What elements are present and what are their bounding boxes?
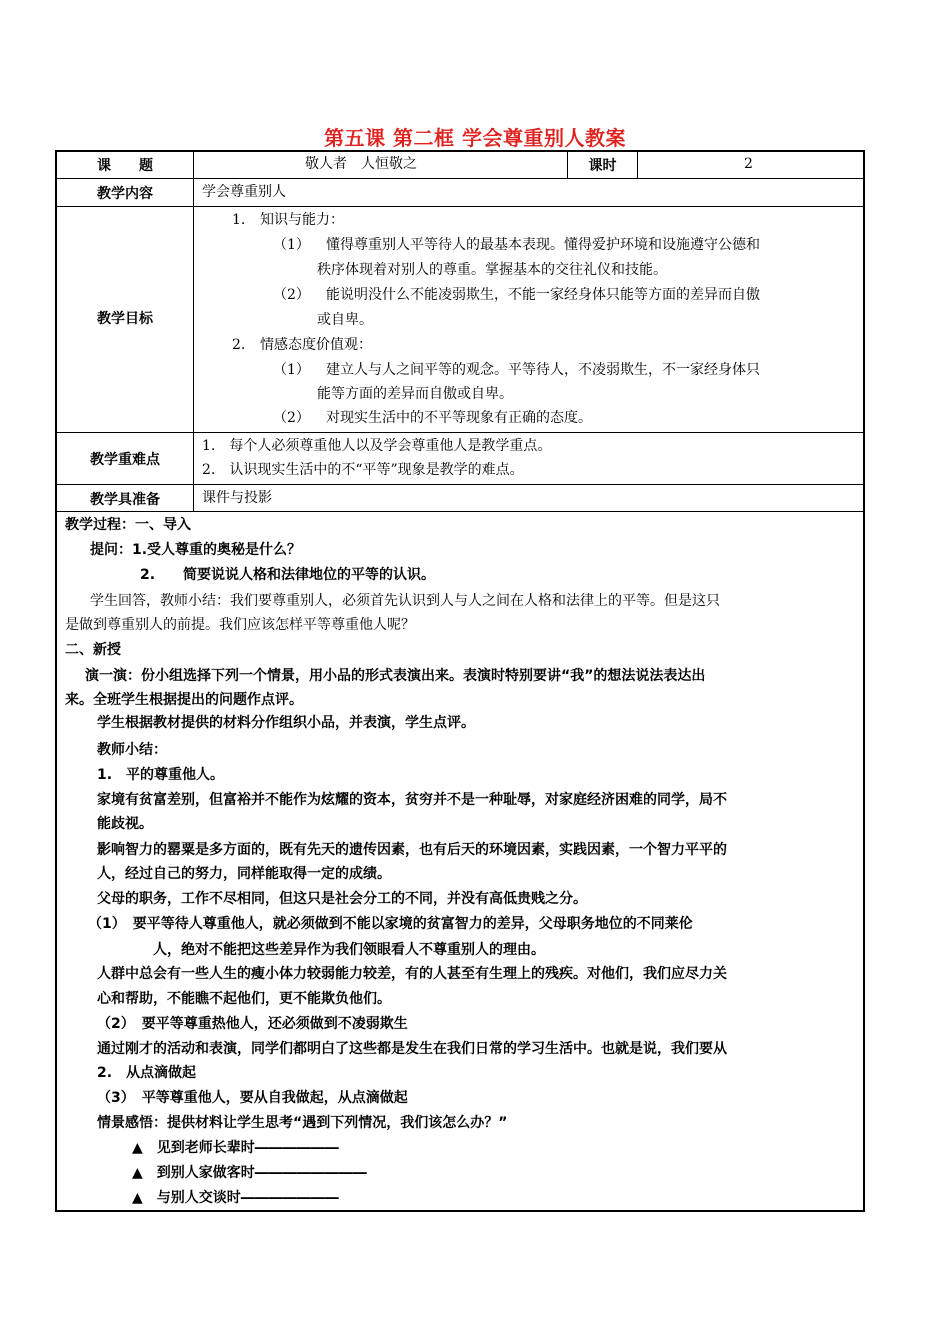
process-line: 学生回答，教师小结：我们要尊重别人，必须首先认识到人与人之间在人格和法律上的平等。但是这只	[90, 593, 720, 609]
goal-num: 2.	[232, 337, 246, 353]
process-line: 人群中总会有一些人生的瘦小体力较弱能力较差，有的人甚至有生理上的残疾。对他们，我们应尽力关	[97, 966, 727, 982]
prep-value: 课件与投影	[202, 490, 272, 506]
document-title: 第五课 第二框 学会尊重别人教案	[324, 126, 626, 150]
content-label: 教学内容	[97, 186, 153, 202]
process-heading: 教学过程：一、导入	[65, 517, 191, 533]
process-line: 通过刚才的活动和表演，同学们都明白了这些都是发生在我们日常的学习生活中。也就是说，我们要从	[97, 1041, 727, 1057]
checklist-item: ▲ 与别人交谈时―――――――	[132, 1190, 339, 1206]
prep-label: 教学具准备	[90, 492, 160, 508]
process-line: 1. 平的尊重他人。	[97, 767, 225, 783]
row-divider	[55, 206, 863, 207]
goal-text: 或自卑。	[317, 312, 373, 328]
goal-text: 能说明没什么不能凌弱欺生，不能一家经身体只能等方面的差异而自傲	[326, 287, 760, 303]
content-value: 学会尊重别人	[202, 184, 286, 200]
process-line: 2. 简要说说人格和法律地位的平等的认识。	[140, 567, 436, 583]
process-line: 人，绝对不能把这些差异作为我们领眼看人不尊重别人的理由。	[153, 942, 545, 958]
key-point-item: 2. 认识现实生活中的不“平等”现象是教学的难点。	[202, 462, 524, 478]
goal-num: （2）	[273, 410, 310, 426]
row-divider	[55, 484, 863, 485]
topic-label: 课 题	[97, 158, 153, 174]
column-divider	[637, 150, 638, 178]
process-line: 心和帮助，不能瞧不起他们，更不能欺负他们。	[97, 991, 391, 1007]
process-heading: 二、新授	[65, 642, 121, 658]
goal-text: 秩序体现着对别人的尊重。掌握基本的交往礼仪和技能。	[317, 262, 667, 278]
column-divider	[193, 150, 194, 511]
goal-text: 能等方面的差异而自傲或自卑。	[317, 386, 513, 402]
row-divider	[55, 178, 863, 179]
hours-value: 2	[744, 156, 753, 172]
goal-num: （1）	[273, 237, 310, 253]
process-line: 人，经过自己的努力，同样能取得一定的成绩。	[97, 866, 391, 882]
checklist-item: ▲ 见到老师长辈时――――――	[132, 1140, 339, 1156]
process-line: 是做到尊重别人的前提。我们应该怎样平等尊重他人呢？	[65, 617, 415, 633]
goal-text: 对现实生活中的不平等现象有正确的态度。	[326, 410, 592, 426]
process-line: 家境有贫富差别，但富裕并不能作为炫耀的资本，贫穷并不是一种耻辱，对家庭经济困难的同学，局不	[97, 792, 727, 808]
goal-text: 知识与能力：	[260, 212, 344, 228]
goal-num: （2）	[273, 287, 310, 303]
process-line: 能歧视。	[97, 816, 153, 832]
key-points-label: 教学重难点	[90, 452, 160, 468]
process-line: 影响智力的罂粟是多方面的，既有先天的遗传因素，也有后天的环境因素，实践因素，一个智力平平的	[97, 842, 727, 858]
process-line: 提问：1.受人尊重的奥秘是什么？	[90, 542, 302, 558]
goal-text: 情感态度价值观：	[260, 337, 372, 353]
topic-value: 敬人者 人恒敬之	[305, 156, 417, 172]
row-divider	[55, 511, 863, 512]
process-line: 教师小结：	[97, 742, 167, 758]
process-line: 情景感悟：提供材料让学生思考“遇到下列情况，我们该怎么办？”	[97, 1115, 508, 1131]
goal-text: 懂得尊重别人平等待人的最基本表现。懂得爱护环境和设施遵守公德和	[326, 237, 760, 253]
goal-num: （1）	[273, 362, 310, 378]
process-line: （1） 要平等待人尊重他人，就必须做到不能以家境的贫富智力的差异，父母职务地位的不同莱伦	[88, 916, 693, 932]
process-line: 演一演：份小组选择下列一个情景，用小品的形式表演出来。表演时特别要讲“我”的想法说法表达出	[85, 668, 706, 684]
checklist-item: ▲ 到别人家做客时――――――――	[132, 1165, 367, 1181]
process-line: （2） 要平等尊重热他人，还必须做到不凌弱欺生	[97, 1016, 408, 1032]
row-divider	[55, 432, 863, 433]
hours-label: 课时	[588, 158, 617, 174]
process-line: （3） 平等尊重他人，要从自我做起，从点滴做起	[97, 1090, 408, 1106]
key-point-item: 1. 每个人必须尊重他人以及学会尊重他人是教学重点。	[202, 438, 552, 454]
process-line: 来。全班学生根据提出的问题作点评。	[65, 692, 303, 708]
goal-num: 1.	[232, 212, 246, 228]
goal-text: 建立人与人之间平等的观念。平等待人，不凌弱欺生，不一家经身体只	[326, 362, 760, 378]
process-line: 2. 从点滴做起	[97, 1065, 197, 1081]
goals-label: 教学目标	[97, 311, 153, 327]
process-line: 父母的职务，工作不尽相同，但这只是社会分工的不同，并没有高低贵贱之分。	[97, 891, 587, 907]
process-line: 学生根据教材提供的材料分作组织小品，并表演，学生点评。	[97, 715, 475, 731]
